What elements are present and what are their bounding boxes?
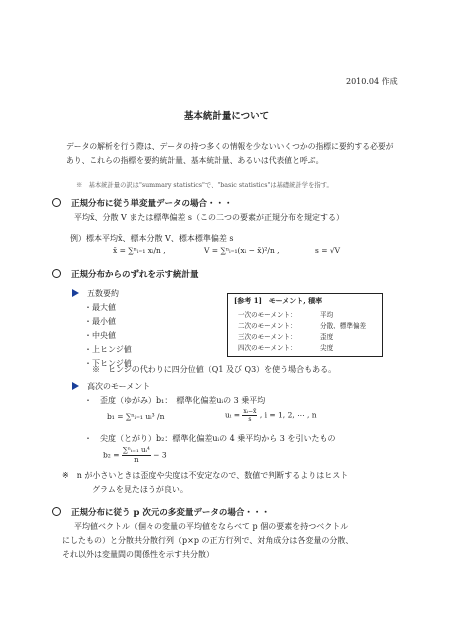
skewness-line: ・ 歪度（ゆがみ）b₁： 標準化偏差uᵢの 3 乗平均 bbox=[84, 396, 266, 405]
date-label: 2010.04 作成 bbox=[346, 77, 398, 86]
section1-heading: 正規分布に従う単変量データの場合・・・ bbox=[52, 197, 233, 209]
section3-line2: にしたもの）と分散共分散行列（p×p の正方行列で、対角成分は各変量の分散、 bbox=[62, 536, 354, 545]
moment-row-label: 三次のモーメント： bbox=[238, 333, 297, 341]
circle-bullet-icon bbox=[52, 269, 61, 278]
triangle-bullet-icon bbox=[72, 382, 79, 390]
section3-heading: 正規分布に従う p 次元の多変量データの場合・・・ bbox=[52, 506, 270, 518]
small-n-note-2: グラムを見たほうが良い。 bbox=[92, 485, 188, 494]
formula-sd: s = √V bbox=[315, 246, 341, 255]
moment-reference-box bbox=[227, 293, 383, 357]
kurtosis-line: ・ 尖度（とがり）b₂：標準化偏差uᵢの 4 乗平均から 3 を引いたもの bbox=[84, 434, 336, 443]
moment-row-value: 分散、標準偏差 bbox=[320, 322, 367, 330]
section3-line3: それ以外は変量間の関係性を示す共分散） bbox=[62, 550, 214, 559]
formula-standardized: uᵢ = $\frac{\text{xᵢ−x̄}}{s}$ , i = 1, 2, ⋯ , n bbox=[225, 408, 317, 423]
list-item: ・最小値 bbox=[84, 317, 116, 326]
formula-variance: V = ∑ⁿᵢ₌₁(xᵢ − x̄)²/n , bbox=[204, 246, 280, 255]
five-number-summary-title: 五数要約 bbox=[72, 288, 119, 299]
list-item: ・下ヒンジ値 bbox=[84, 359, 132, 368]
formula-kurtosis: b₂ = $\frac{\text{∑ⁿᵢ₌₁ uᵢ⁴}}{n}$ − 3 bbox=[103, 446, 167, 464]
moment-row-value: 歪度 bbox=[320, 333, 334, 341]
section1-example: 例）標本平均x̄、標本分散 V、標本標準偏差 s bbox=[70, 234, 234, 243]
moment-row-value: 尖度 bbox=[320, 344, 334, 352]
section3-line1: 平均値ベクトル（個々の変量の平均値をならべて p 個の要素を持つベクトル bbox=[74, 522, 349, 531]
circle-bullet-icon bbox=[52, 198, 61, 207]
intro-paragraph: データの解析を行う際は、データの持つ多くの情報を少ないいくつかの指標に要約する必要があり、これらの指標を要約統計量、基本統計量、あるいは代表値と呼ぶ。 bbox=[66, 142, 394, 165]
list-item: ・上ヒンジ値 bbox=[84, 345, 132, 354]
circle-bullet-icon bbox=[52, 507, 61, 516]
moment-row-value: 平均 bbox=[320, 311, 334, 319]
list-item: ・中央値 bbox=[84, 331, 116, 340]
moment-row-label: 一次のモーメント： bbox=[238, 311, 297, 319]
formula-skewness: b₁ = ∑ⁿᵢ₌₁ uᵢ³ /n bbox=[107, 412, 165, 421]
moment-row-label: 二次のモーメント： bbox=[238, 322, 297, 330]
reference-box-header: [参考 1] モーメント, 積率 bbox=[234, 296, 323, 305]
section1-line1: 平均x̄、分散 V または標準偏差 s（この二つの要素が正規分布を規定する） bbox=[74, 213, 345, 222]
triangle-bullet-icon bbox=[72, 289, 79, 297]
higher-moments-title: 高次のモーメント bbox=[72, 381, 150, 392]
section2-heading: 正規分布からのずれを示す統計量 bbox=[52, 268, 199, 280]
intro-note: ※ 基本統計量の訳は"summary statistics"で、"basic statistics"は基礎統計学を指す。 bbox=[76, 182, 333, 189]
list-item: ・最大値 bbox=[84, 303, 116, 312]
page-title: 基本統計量について bbox=[183, 111, 270, 122]
hinge-note: ※ ヒンジの代わりに四分位値（Q1 及び Q3）を使う場合もある。 bbox=[92, 365, 337, 374]
moment-row-label: 四次のモーメント： bbox=[238, 344, 297, 352]
formula-mean: x̄ = ∑ⁿᵢ₌₁ xᵢ/n , bbox=[113, 246, 166, 255]
small-n-note-1: ※ n が小さいときは歪度や尖度は不安定なので、数値で判断するよりはヒスト bbox=[62, 471, 349, 480]
